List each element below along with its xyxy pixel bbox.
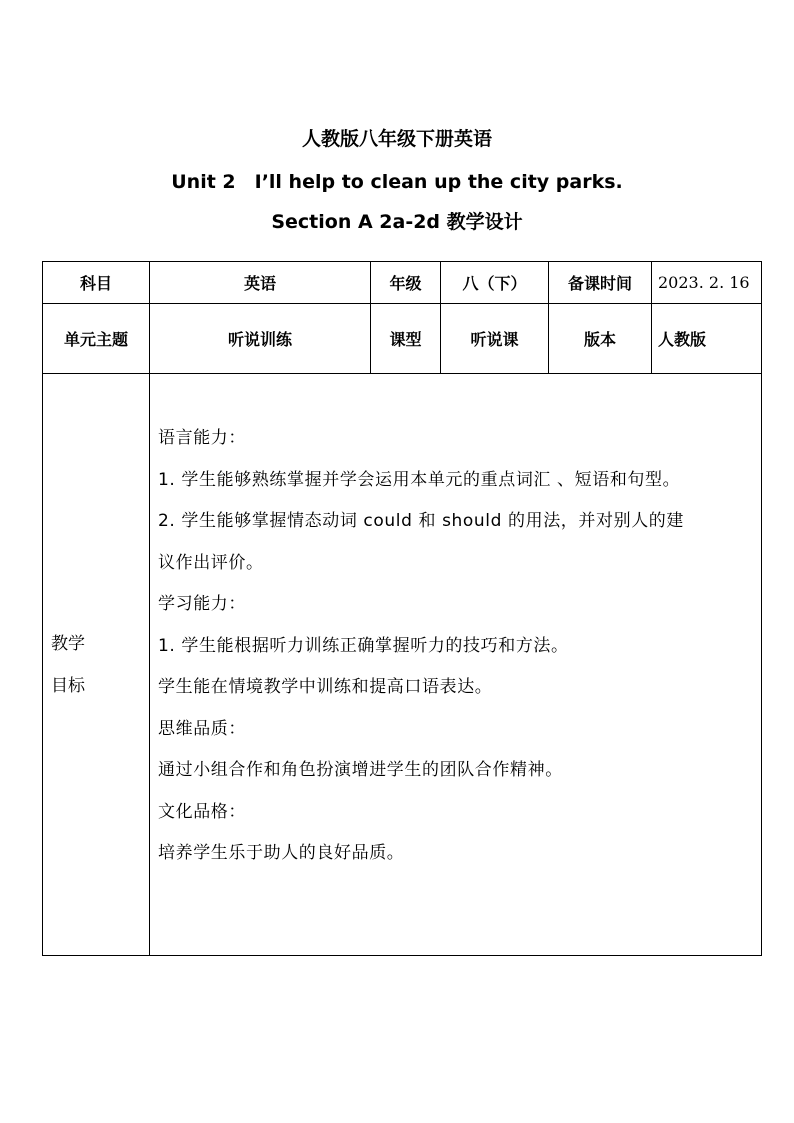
lesson-type-label: 课型 — [371, 304, 441, 374]
table-row — [43, 262, 762, 304]
grade-value: 八（下） — [441, 262, 549, 304]
subject-value: 英语 — [150, 262, 371, 304]
lesson-type-value: 听说课 — [441, 304, 549, 374]
prep-time-value: 2023. 2. 16 — [652, 262, 762, 304]
goal-heading-thinking: 思维品质： — [158, 718, 246, 739]
edition-label: 版本 — [549, 304, 652, 374]
goal-item: 学生能在情境教学中训练和提高口语表达。 — [158, 677, 493, 697]
teaching-goals-content — [150, 374, 762, 956]
teaching-goals-label-line2: 目标 — [51, 675, 85, 696]
prep-time-label: 备课时间 — [549, 262, 652, 304]
goal-item: 1. 学生能够熟练掌握并学会运用本单元的重点词汇 、短语和句型。 — [158, 469, 681, 490]
goal-heading-language: 语言能力： — [158, 428, 246, 448]
goal-item: 议作出评价。 — [158, 552, 264, 573]
edition-value: 人教版 — [652, 304, 762, 374]
grade-label: 年级 — [371, 262, 441, 304]
table-row — [43, 304, 762, 374]
goal-heading-learning: 学习能力： — [158, 594, 246, 614]
unit-theme-value: 听说训练 — [150, 304, 371, 374]
unit-theme-label: 单元主题 — [43, 304, 150, 374]
document-title: 人教版八年级下册英语 — [301, 128, 492, 150]
table-row — [43, 374, 762, 956]
teaching-goals-label-line1: 教学 — [51, 633, 85, 654]
goal-item: 通过小组合作和角色扮演增进学生的团队合作精神。 — [158, 760, 563, 780]
unit-title: Unit 2 I’ll help to clean up the city parks. — [171, 171, 623, 193]
goal-item: 培养学生乐于助人的良好品质。 — [158, 843, 405, 863]
goal-item: 2. 学生能够掌握情态动词 could 和 should 的用法，并对别人的建 — [158, 511, 684, 531]
subject-label: 科目 — [43, 262, 150, 304]
goal-heading-culture: 文化品格： — [158, 801, 246, 822]
section-title: Section A 2a-2d 教学设计 — [271, 211, 523, 233]
goal-item: 1. 学生能根据听力训练正确掌握听力的技巧和方法。 — [158, 635, 569, 656]
lesson-plan-table — [42, 261, 762, 956]
teaching-goals-label — [43, 374, 150, 956]
